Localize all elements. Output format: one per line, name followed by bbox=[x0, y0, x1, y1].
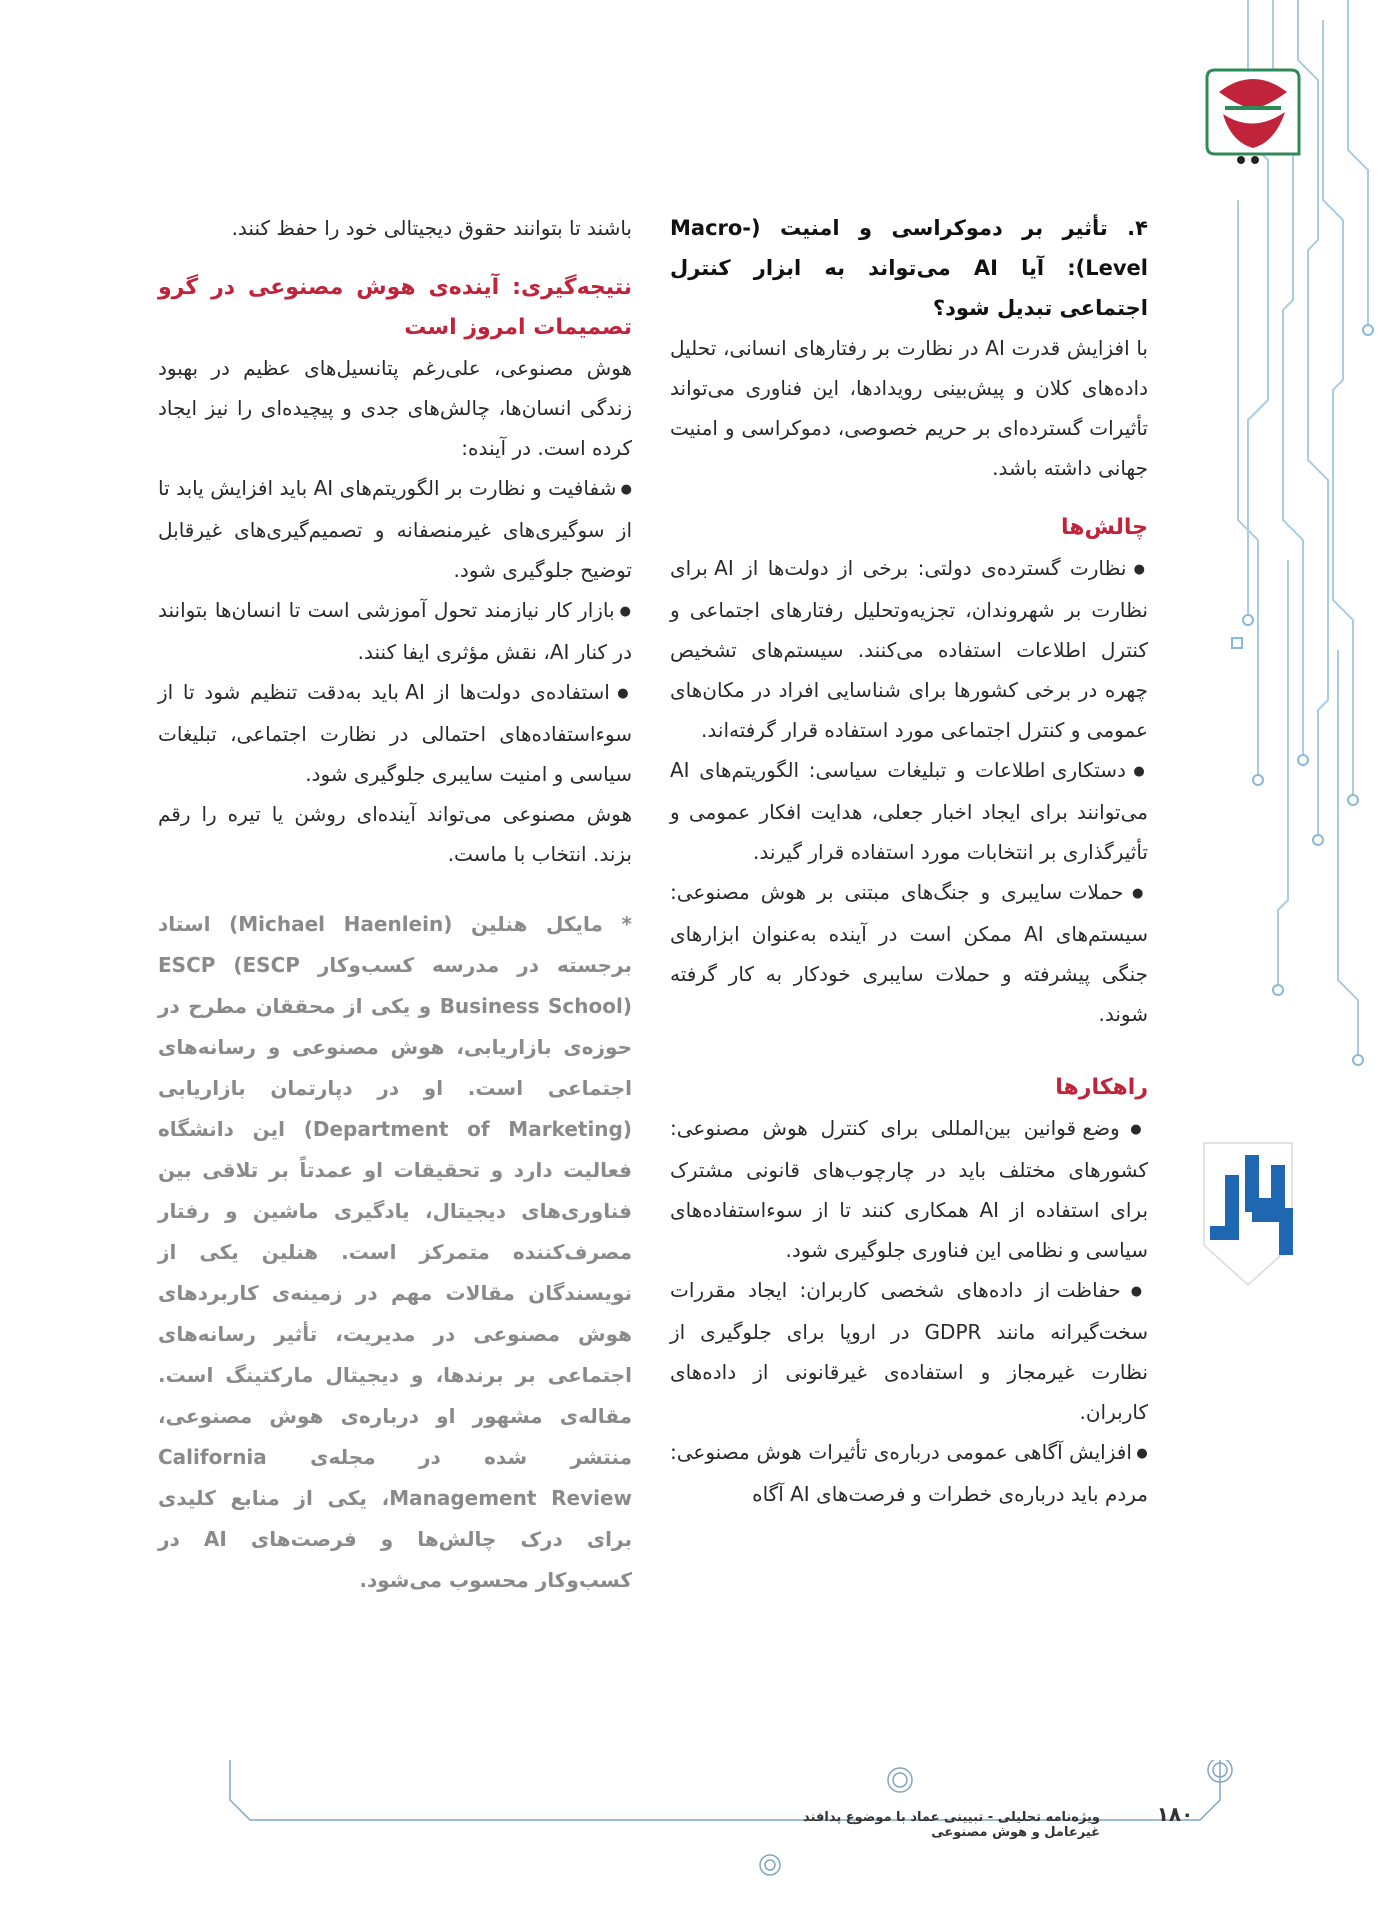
conclusion-title: نتیجه‌گیری: آینده‌ی هوش مصنوعی در گرو تصمیمات امروز است bbox=[158, 275, 632, 340]
left-column bbox=[158, 208, 632, 1601]
solutions-title: راهکارها bbox=[1055, 1075, 1148, 1100]
solution-item: ● وضع قوانین بین‌المللی برای کنترل هوش مصنوعی: کشورهای مختلف باید در چارچوب‌های قانونی مشترک برای استفاده از AI همکاری کنند تا از سوءاستفاده‌های سیاسی و نظامی این فناوری جلوگیری شود. bbox=[670, 1108, 1148, 1270]
conclusion-end: هوش مصنوعی می‌تواند آینده‌ای روشن یا تیره را رقم بزند. انتخاب با ماست. bbox=[158, 802, 632, 866]
conclusion-point: ● بازار کار نیازمند تحول آموزشی است تا انسان‌ها بتوانند در کنار AI، نقش مؤثری ایفا کنند. bbox=[158, 590, 632, 672]
right-column bbox=[670, 208, 1148, 1514]
organization-logo bbox=[1205, 62, 1301, 184]
author-bio: * مایکل هنلین (Michael Haenlein) استاد برجسته در مدرسه کسب‌وکار ESCP (ESCP Business School) و یکی از محققان مطرح در حوزه‌ی بازاریابی، هوش مصنوعی و رسانه‌های اجتماعی است. او در دپارتمان بازاریابی (Department of Marketing) این دانشگاه فعالیت دارد و تحقیقات او عمدتاً بر تلاقی بین فناوری‌های دیجیتال، یادگیری ماشین و رفتار مصرف‌کننده متمرکز است. هنلین یکی از نویسندگان مقالات مهم در زمینه‌ی کاربردهای هوش مصنوعی در مدیریت، تأثیر رسانه‌های اجتماعی بر برندها، و دیجیتال مارکتینگ است. مقاله‌ی مشهور او درباره‌ی هوش مصنوعی، منتشر شده در مجله‌ی California Management Review، یکی از منابع کلیدی برای درک چالش‌ها و فرصت‌های AI در کسب‌وکار محسوب می‌شود. bbox=[158, 912, 633, 1592]
section-heading: ۴. تأثیر بر دموکراسی و امنیت (Macro-Level): آیا AI می‌تواند به ابزار کنترل اجتماعی تبدیل شود؟ bbox=[670, 216, 1148, 320]
challenges-title: چالش‌ها bbox=[1061, 515, 1148, 540]
conclusion-intro: هوش مصنوعی، علی‌رغم پتانسیل‌های عظیم در بهبود زندگی انسان‌ها، چالش‌های جدی و پیچیده‌ای را نیز ایجاد کرده است. در آینده: bbox=[158, 356, 632, 460]
continuation-text: باشند تا بتوانند حقوق دیجیتالی خود را حفظ کنند. bbox=[231, 216, 632, 240]
solution-item: ● افزایش آگاهی عمومی درباره‌ی تأثیرات هوش مصنوعی: مردم باید درباره‌ی خطرات و فرصت‌های AI آگاه bbox=[670, 1432, 1148, 1514]
conclusion-point: ● استفاده‌ی دولت‌ها از AI باید به‌دقت تنظیم شود تا از سوءاستفاده‌های احتمالی در نظارت اجتماعی، تبلیغات سیاسی و امنیت سایبری جلوگیری شود. bbox=[158, 672, 632, 794]
page-number: ۱۸۰ bbox=[1156, 1802, 1194, 1826]
footer-text: ویژه‌نامه تحلیلی - تبیینی عماد با موضوع پدافند غیرعامل و هوش مصنوعی bbox=[803, 1810, 1100, 1840]
emad-logo bbox=[1192, 1135, 1302, 1295]
solution-item: ● حفاظت از داده‌های شخصی کاربران: ایجاد مقررات سخت‌گیرانه مانند GDPR در اروپا برای جلوگیری از نظارت غیرمجاز و استفاده‌ی غیرقانونی از داده‌های کاربران. bbox=[670, 1270, 1148, 1432]
challenge-item: ● دستکاری اطلاعات و تبلیغات سیاسی: الگوریتم‌های AI می‌توانند برای ایجاد اخبار جعلی، هدایت افکار عمومی و تأثیرگذاری بر انتخابات مورد استفاده قرار گیرند. bbox=[670, 750, 1148, 872]
challenge-item: ● نظارت گسترده‌ی دولتی: برخی از دولت‌ها از AI برای نظارت بر شهروندان، تجزیه‌و‌تحلیل رفتارهای اجتماعی و کنترل اطلاعات استفاده می‌کنند. سیستم‌های تشخیص چهره در برخی کشورها برای شناسایی افراد در مکان‌های عمومی و کنترل اجتماعی مورد استفاده قرار گرفته‌اند. bbox=[670, 548, 1148, 750]
challenge-item: ● حملات سایبری و جنگ‌های مبتنی بر هوش مصنوعی: سیستم‌های AI ممکن است در آینده به‌عنوان ابزارهای جنگی پیشرفته و حملات سایبری خودکار به کار گرفته شوند. bbox=[670, 872, 1148, 1034]
intro-paragraph: با افزایش قدرت AI در نظارت بر رفتارهای انسانی، تحلیل داده‌های کلان و پیش‌بینی رویدادها، این فناوری می‌تواند تأثیرات گسترده‌ای بر حریم خصوصی، دموکراسی و امنیت جهانی داشته باشد. bbox=[670, 336, 1148, 480]
conclusion-point: ● شفافیت و نظارت بر الگوریتم‌های AI باید افزایش یابد تا از سوگیری‌های غیرمنصفانه و تصمیم‌گیری‌های غیرقابل توضیح جلوگیری شود. bbox=[158, 468, 632, 590]
